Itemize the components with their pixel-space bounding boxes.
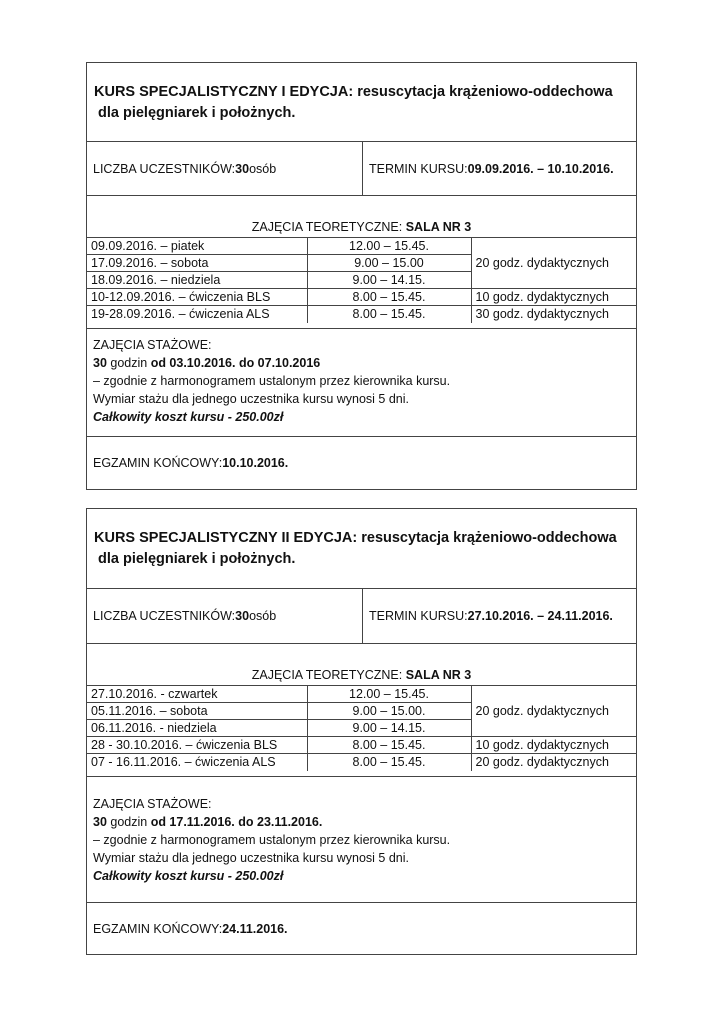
theory-header: ZAJĘCIA TEORETYCZNE: SALA NR 3 — [87, 195, 636, 237]
course-edition-2 — [86, 508, 637, 955]
term-cell: TERMIN KURSU: 09.09.2016. – 10.10.2016. — [369, 161, 614, 176]
table-row: 19-28.09.2016. – ćwiczenia ALS 8.00 – 15.45. 30 godz. dydaktycznych — [87, 306, 636, 323]
total-cost: Całkowity koszt kursu - 250.00zł — [93, 869, 284, 883]
total-cost: Całkowity koszt kursu - 250.00zł — [93, 410, 284, 424]
theory-schedule-table — [87, 685, 636, 771]
table-row: 27.10.2016. - czwartek 12.00 – 15.45. 20 godz. dydaktycznych — [87, 686, 636, 703]
internship-section: ZAJĘCIA STAŻOWE: 30 godzin od 03.10.2016. do 07.10.2016 – zgodnie z harmonogramem ustalonym przez kierownika kursu. Wymiar stażu dla jednego uczestnika kursu wynosi 5 dni. Całkowity koszt kursu - 250.00zł — [87, 328, 636, 436]
course-title: KURS SPECJALISTYCZNY I EDYCJA: resuscytacja krążeniowo-oddechowa dla pielęgniarek i położnych. — [94, 84, 613, 121]
theory-header: ZAJĘCIA TEORETYCZNE: SALA NR 3 — [87, 643, 636, 685]
course-edition-1 — [86, 62, 637, 490]
theory-schedule-table — [87, 237, 636, 323]
final-exam-section: EGZAMIN KOŃCOWY: 24.11.2016. — [87, 902, 636, 954]
course-title: KURS SPECJALISTYCZNY II EDYCJA: resuscytacja krążeniowo-oddechowa dla pielęgniarek i położnych. — [94, 530, 617, 567]
course-title-section — [87, 509, 636, 588]
table-row: 09.09.2016. – piatek 12.00 – 15.45. 20 godz. dydaktycznych — [87, 238, 636, 255]
course-info-row — [87, 588, 636, 643]
participants-cell: LICZBA UCZESTNIKÓW: 30 osób — [87, 142, 363, 195]
term-cell: TERMIN KURSU: 27.10.2016. – 24.11.2016. — [369, 609, 613, 623]
table-row: 05.11.2016. – sobota 9.00 – 15.00. — [87, 703, 636, 720]
course-info-row — [87, 141, 636, 195]
internship-section: ZAJĘCIA STAŻOWE: 30 godzin od 17.11.2016. do 23.11.2016. – zgodnie z harmonogramem ustalonym przez kierownika kursu. Wymiar stażu dla jednego uczestnika kursu wynosi 5 dni. Całkowity koszt kursu - 250.00zł — [87, 776, 636, 902]
table-row: 28 - 30.10.2016. – ćwiczenia BLS 8.00 – 15.45. 10 godz. dydaktycznych — [87, 737, 636, 754]
table-row: 18.09.2016. – niedziela 9.00 – 14.15. — [87, 272, 636, 289]
table-row: 06.11.2016. - niedziela 9.00 – 14.15. — [87, 720, 636, 737]
participants-cell: LICZBA UCZESTNIKÓW: 30 osób — [87, 589, 363, 643]
table-row: 07 - 16.11.2016. – ćwiczenia ALS 8.00 – 15.45. 20 godz. dydaktycznych — [87, 754, 636, 771]
table-row: 17.09.2016. – sobota 9.00 – 15.00 — [87, 255, 636, 272]
course-title-section — [87, 63, 636, 141]
table-row: 10-12.09.2016. – ćwiczenia BLS 8.00 – 15.45. 10 godz. dydaktycznych — [87, 289, 636, 306]
final-exam-section: EGZAMIN KOŃCOWY: 10.10.2016. — [87, 436, 636, 489]
